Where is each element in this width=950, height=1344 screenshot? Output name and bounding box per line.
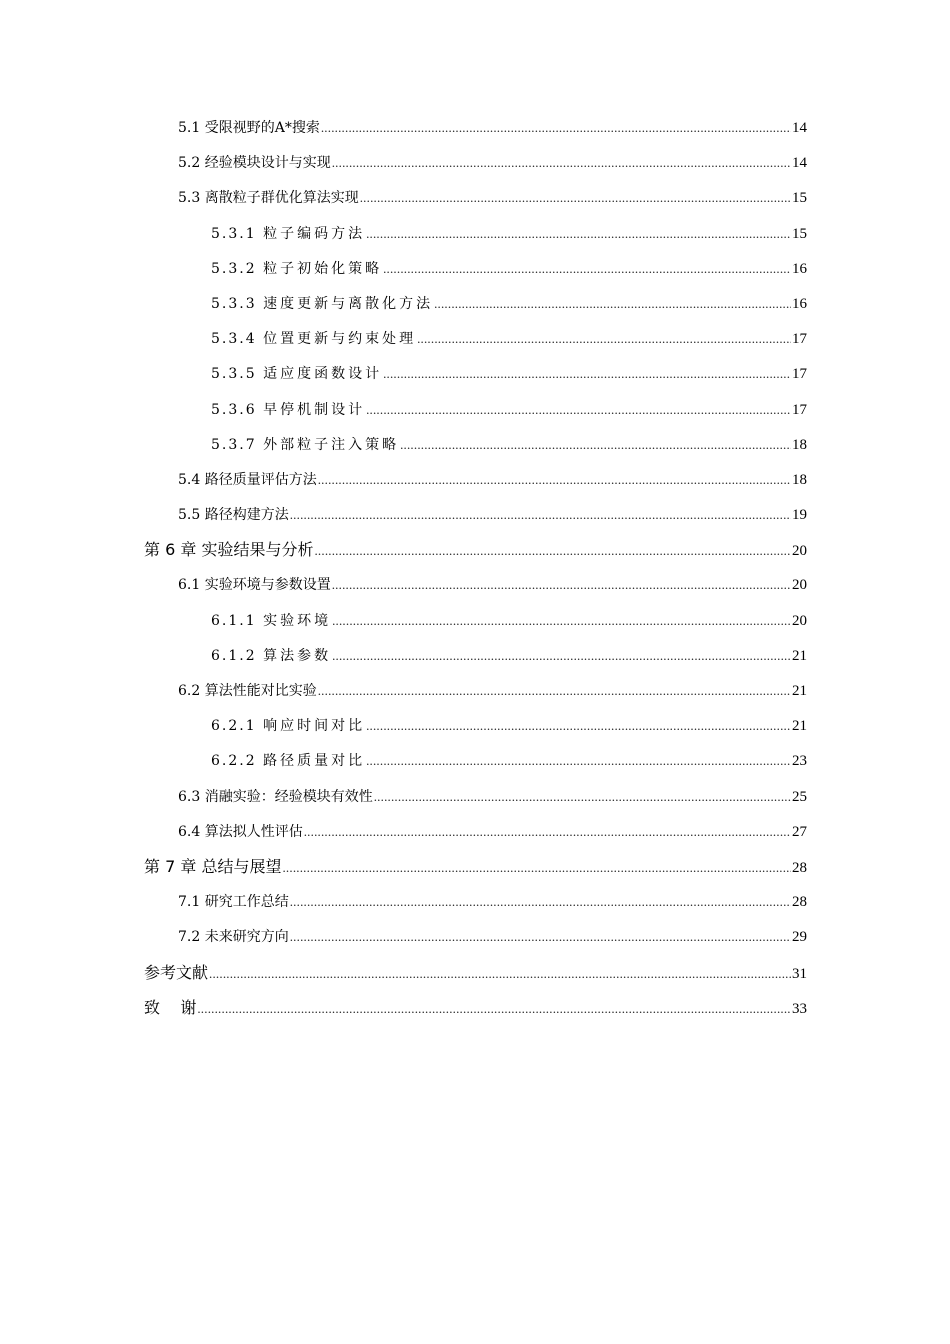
toc-entry[interactable] (0, 251, 950, 286)
toc-entry[interactable] (0, 532, 950, 567)
toc-entry-number: 5.3.5 (211, 366, 264, 383)
toc-entry-page-number: 31 (792, 965, 807, 982)
toc-entry[interactable] (0, 180, 950, 215)
toc-entry-number: 5.3.2 (211, 260, 264, 277)
toc-entry-page-number: 33 (792, 1000, 807, 1017)
toc-entry[interactable] (0, 497, 950, 532)
toc-entry-title: 总结与展望 (201, 856, 282, 876)
table-of-contents (0, 110, 950, 1025)
toc-entry[interactable] (0, 990, 950, 1025)
toc-entry[interactable] (0, 427, 950, 462)
toc-entry-number: 5.4 (178, 471, 205, 488)
toc-entry-page-number: 16 (792, 295, 807, 312)
dot-leader (197, 991, 791, 1026)
dot-leader (321, 110, 791, 145)
toc-entry-title: 经验模块设计与实现 (204, 155, 331, 172)
toc-entry[interactable] (0, 321, 950, 356)
toc-entry-number: 6.2.1 (211, 718, 264, 735)
toc-entry[interactable] (0, 673, 950, 708)
toc-entry-title: 消融实验：经验模块有效性 (204, 788, 373, 805)
toc-entry-title: 离散粒子群优化算法实现 (204, 190, 359, 207)
toc-entry[interactable] (0, 814, 950, 849)
toc-entry[interactable] (0, 392, 950, 427)
toc-entry[interactable] (0, 708, 950, 743)
toc-entry[interactable] (0, 216, 950, 251)
toc-entry-title: 参考文献 (144, 962, 209, 982)
toc-entry-number: 6.1.1 (211, 612, 264, 629)
toc-entry-page-number: 29 (792, 929, 807, 946)
dot-leader (374, 779, 791, 814)
toc-entry-title: 位置更新与约束处理 (263, 331, 417, 348)
toc-entry-title: 实验环境与参数设置 (204, 577, 331, 594)
dot-leader (332, 638, 791, 673)
toc-entry-number: 6.2 (178, 683, 205, 699)
toc-entry-title: 粒子初始化策略 (263, 260, 383, 277)
toc-entry[interactable] (0, 849, 950, 884)
toc-entry-number: 7.1 (178, 894, 205, 911)
dot-leader (366, 708, 791, 743)
toc-entry-title: 实验环境 (263, 612, 332, 629)
toc-entry-page-number: 17 (792, 366, 807, 383)
toc-entry[interactable] (0, 567, 950, 602)
toc-entry-page-number: 28 (792, 894, 807, 911)
toc-entry-page-number: 14 (792, 155, 807, 172)
toc-entry-number: 5.5 (178, 507, 205, 524)
dot-leader (417, 321, 791, 356)
toc-entry-title: 粒子编码方法 (263, 225, 366, 242)
toc-entry-title: 速度更新与离散化方法 (263, 295, 434, 312)
toc-entry[interactable] (0, 743, 950, 778)
toc-entry-number: 6.3 (178, 788, 205, 805)
toc-entry[interactable] (0, 462, 950, 497)
toc-entry-number: 5.3.7 (211, 436, 264, 453)
toc-entry[interactable] (0, 955, 950, 990)
toc-entry-title: 算法性能对比实验 (204, 683, 317, 699)
toc-entry-page-number: 23 (792, 753, 807, 770)
toc-entry-page-number: 27 (792, 823, 807, 840)
dot-leader (314, 533, 791, 568)
toc-entry-number: 第 7 章 (144, 856, 202, 876)
toc-entry[interactable] (0, 356, 950, 391)
toc-entry-title: 路径质量对比 (263, 753, 366, 770)
dot-leader (332, 603, 791, 638)
toc-entry-title: 算法拟人性评估 (204, 823, 303, 840)
toc-entry-page-number: 19 (792, 507, 807, 524)
toc-entry-title: 适应度函数设计 (263, 366, 383, 383)
toc-entry-number: 5.3 (178, 190, 205, 207)
toc-entry-title: 未来研究方向 (204, 929, 289, 946)
dot-leader (290, 919, 791, 954)
toc-entry-title: 路径质量评估方法 (204, 471, 317, 488)
toc-entry-page-number: 20 (792, 577, 807, 594)
toc-entry-page-number: 21 (792, 683, 807, 699)
dot-leader (332, 145, 791, 180)
dot-leader (366, 216, 791, 251)
toc-entry-title: 早停机制设计 (263, 401, 366, 418)
toc-entry-number: 6.1 (178, 577, 205, 594)
dot-leader (318, 462, 791, 497)
toc-entry-page-number: 14 (792, 120, 807, 136)
toc-entry-title: 研究工作总结 (204, 894, 289, 911)
toc-entry[interactable] (0, 884, 950, 919)
toc-entry-number: 6.1.2 (211, 647, 264, 664)
toc-entry-title: 外部粒子注入策略 (263, 436, 400, 453)
toc-entry-number: 5.1 (178, 120, 205, 136)
dot-leader (366, 392, 791, 427)
toc-entry-number: 5.3.1 (211, 225, 264, 242)
toc-entry-number: 5.3.4 (211, 331, 264, 348)
dot-leader (290, 884, 791, 919)
toc-entry[interactable] (0, 779, 950, 814)
toc-entry-number: 第 6 章 (144, 540, 202, 560)
dot-leader (366, 743, 791, 778)
toc-entry-page-number: 15 (792, 225, 807, 242)
toc-entry[interactable] (0, 603, 950, 638)
toc-entry-page-number: 15 (792, 190, 807, 207)
toc-entry-number: 7.2 (178, 929, 205, 946)
toc-entry[interactable] (0, 919, 950, 954)
dot-leader (383, 356, 791, 391)
toc-entry-page-number: 20 (792, 612, 807, 629)
toc-entry-page-number: 16 (792, 260, 807, 277)
toc-entry-page-number: 17 (792, 401, 807, 418)
dot-leader (400, 427, 791, 462)
toc-entry-page-number: 18 (792, 471, 807, 488)
toc-entry-title: 受限视野的A*搜索 (204, 120, 320, 136)
toc-entry-page-number: 21 (792, 647, 807, 664)
toc-entry[interactable] (0, 286, 950, 321)
toc-entry-number: 5.3.6 (211, 401, 264, 418)
toc-entry-title: 致 谢 (144, 997, 197, 1017)
toc-entry[interactable] (0, 638, 950, 673)
toc-entry-page-number: 18 (792, 436, 807, 453)
toc-entry-number: 6.2.2 (211, 753, 264, 770)
toc-entry-number: 5.2 (178, 155, 205, 172)
toc-entry-page-number: 25 (792, 788, 807, 805)
dot-leader (383, 251, 791, 286)
toc-entry-page-number: 20 (792, 543, 807, 560)
dot-leader (332, 567, 791, 602)
toc-entry[interactable] (0, 110, 950, 145)
dot-leader (318, 673, 791, 708)
toc-entry[interactable] (0, 145, 950, 180)
toc-entry-title: 实验结果与分析 (201, 540, 314, 560)
toc-entry-title: 算法参数 (263, 647, 332, 664)
toc-entry-title: 响应时间对比 (263, 718, 366, 735)
toc-entry-number: 5.3.3 (211, 295, 264, 312)
toc-entry-page-number: 17 (792, 331, 807, 348)
dot-leader (304, 814, 791, 849)
toc-entry-number: 6.4 (178, 823, 205, 840)
dot-leader (290, 497, 791, 532)
dot-leader (360, 180, 791, 215)
dot-leader (434, 286, 791, 321)
toc-entry-page-number: 21 (792, 718, 807, 735)
dot-leader (209, 956, 791, 991)
dot-leader (282, 850, 791, 885)
toc-entry-title: 路径构建方法 (204, 507, 289, 524)
toc-entry-page-number: 28 (792, 859, 807, 876)
